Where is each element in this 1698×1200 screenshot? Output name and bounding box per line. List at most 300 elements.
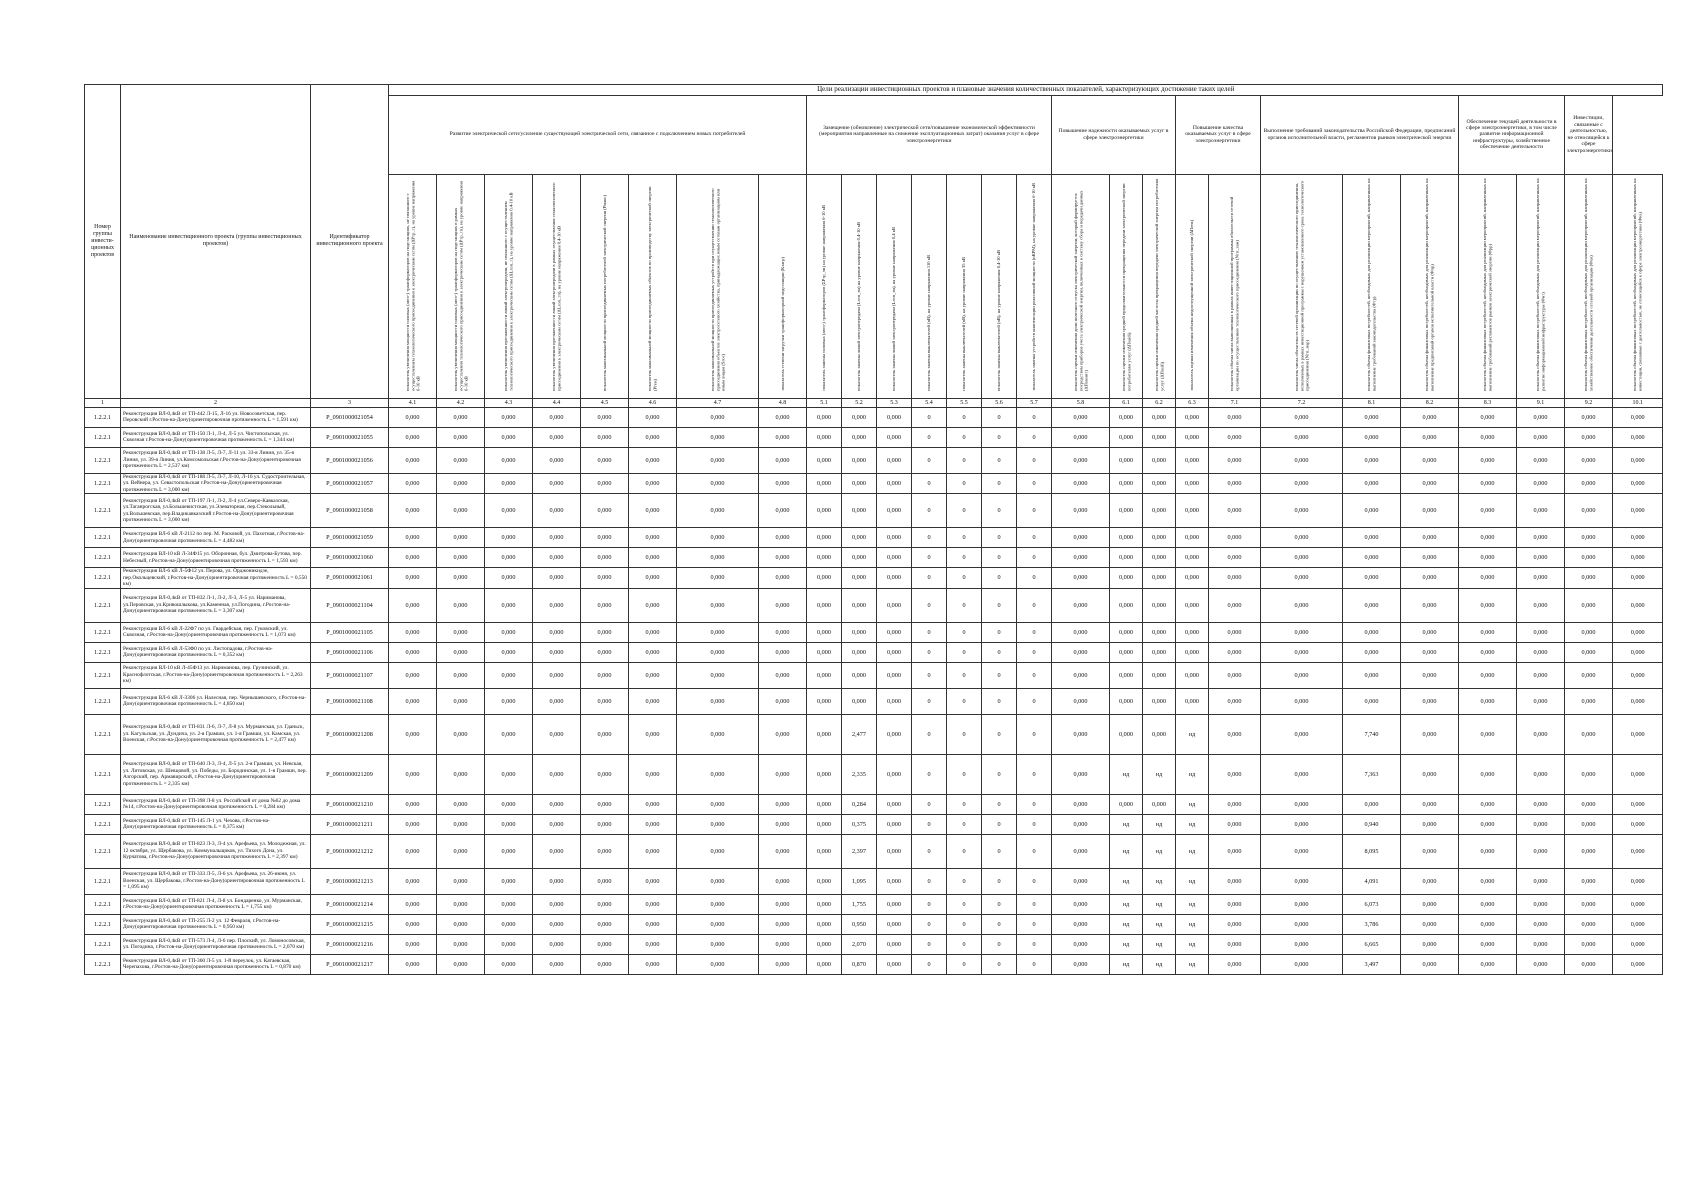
row-value-cell: 0 <box>982 568 1017 588</box>
row-project-id: P_0901000021060 <box>311 548 389 568</box>
row-value-cell: 0,000 <box>437 954 485 974</box>
row-project-name: Реконструкция ВЛ-6 кВ Л-5Ф12 ул. Перова, ул. Орджоникидзе, пер.Окольцевский, г.Ростов-на-Дону(ориентировочная протяженность L = 0,550 км) <box>121 568 311 588</box>
column-number: 5.5 <box>947 398 982 407</box>
row-value-cell: 0,000 <box>389 834 437 868</box>
row-value-cell: 0,000 <box>1401 868 1459 894</box>
row-value-cell: 0,000 <box>581 934 629 954</box>
row-project-id: P_0901000021208 <box>311 714 389 754</box>
row-value-cell: 0 <box>982 473 1017 493</box>
header-row-top <box>85 85 1663 96</box>
row-value-cell: 0,000 <box>1565 814 1613 834</box>
row-value-cell: 0 <box>912 588 947 622</box>
row-value-cell: 0,000 <box>437 528 485 548</box>
row-value-cell: 0,000 <box>389 447 437 473</box>
table-row <box>85 688 1663 714</box>
row-value-cell: 0,000 <box>807 688 842 714</box>
row-value-cell: 0,000 <box>1176 447 1209 473</box>
row-value-cell: 0,000 <box>807 834 842 868</box>
indicator-header <box>1459 174 1517 398</box>
row-value-cell: 0,000 <box>1565 622 1613 642</box>
row-value-cell: 0 <box>982 714 1017 754</box>
row-value-cell: 0,000 <box>1209 834 1261 868</box>
row-value-cell: 1,755 <box>842 894 877 914</box>
row-value-cell: 0,000 <box>1143 622 1176 642</box>
row-value-cell: 0,000 <box>1143 688 1176 714</box>
row-value-cell: 0,000 <box>629 473 677 493</box>
row-value-cell: 0,000 <box>759 447 807 473</box>
row-value-cell: 0,000 <box>1517 407 1565 427</box>
row-value-cell: 0,000 <box>1565 834 1613 868</box>
row-value-cell: 0,000 <box>581 447 629 473</box>
indicator-header <box>677 174 759 398</box>
row-project-id: P_0901000021058 <box>311 494 389 528</box>
row-value-cell: 0,000 <box>1517 754 1565 794</box>
row-group-number: 1.2.2.1 <box>85 894 121 914</box>
group-header-8: Выполнение требований законодательства Российской Федерации, предписаний органов исполнительной власти, регламентов рынков электрической энергии <box>1261 95 1459 174</box>
table-row <box>85 754 1663 794</box>
row-value-cell: 0,000 <box>1110 548 1143 568</box>
indicator-header <box>877 174 912 398</box>
row-value-cell: 0,000 <box>485 814 533 834</box>
column-number: 3 <box>311 398 389 407</box>
row-value-cell: 0 <box>912 914 947 934</box>
row-value-cell: 0,000 <box>877 834 912 868</box>
row-value-cell: 0,000 <box>533 914 581 934</box>
row-value-cell: 0 <box>982 548 1017 568</box>
row-value-cell: 0,000 <box>1209 447 1261 473</box>
row-value-cell: 0,000 <box>1401 662 1459 688</box>
row-value-cell: 0,000 <box>533 494 581 528</box>
row-value-cell: 0,000 <box>807 494 842 528</box>
indicator-header <box>1613 174 1663 398</box>
row-value-cell: 0,000 <box>759 834 807 868</box>
row-project-name: Реконструкция ВЛ-0,4кВ от ТП-255 Л-2 ул. 12 Февраля, г.Ростов-на-Дону(ориентировочная протяженность L = 0,950 км) <box>121 914 311 934</box>
row-value-cell: 0,000 <box>759 868 807 894</box>
row-value-cell: 0 <box>1017 407 1052 427</box>
row-value-cell: нд <box>1176 934 1209 954</box>
row-value-cell: 0,000 <box>759 688 807 714</box>
row-value-cell: 0,000 <box>1176 427 1209 447</box>
row-value-cell: 0,000 <box>1261 714 1343 754</box>
row-value-cell: 0,000 <box>485 588 533 622</box>
row-value-cell: 0,000 <box>581 868 629 894</box>
row-value-cell: 0,000 <box>1343 494 1401 528</box>
row-value-cell: 0,000 <box>842 528 877 548</box>
row-project-id: P_0901000021057 <box>311 473 389 493</box>
row-value-cell: 0,000 <box>581 834 629 868</box>
row-value-cell: 0,000 <box>581 914 629 934</box>
row-value-cell: 0,000 <box>629 447 677 473</box>
row-value-cell: 0,000 <box>1052 642 1110 662</box>
row-value-cell: 0,000 <box>1613 494 1663 528</box>
row-value-cell: 0,000 <box>1565 914 1613 934</box>
indicator-header-text: показатель замены выключателей (nВ), на уровне напряжения 0,4-10 кВ <box>996 249 1002 391</box>
row-value-cell: 0,000 <box>1517 548 1565 568</box>
row-project-name: Реконструкция ВЛ-0,4кВ от ТП-573 Л-4, Л-6 пер. Плоский, ул. Ломоносовская, ул. Погодина, г.Ростов-на-Дону(ориентировочная протяженность L = 2,070 км) <box>121 934 311 954</box>
row-value-cell: 0,000 <box>1459 954 1517 974</box>
row-value-cell: 0,000 <box>533 754 581 794</box>
row-value-cell: 0,000 <box>1209 894 1261 914</box>
row-value-cell: 0,000 <box>1209 588 1261 622</box>
row-value-cell: 0 <box>982 688 1017 714</box>
row-value-cell: 0 <box>912 447 947 473</box>
row-value-cell: 0,000 <box>533 954 581 974</box>
row-value-cell: 0,000 <box>1517 814 1565 834</box>
row-value-cell: 0,000 <box>1052 568 1110 588</box>
row-value-cell: 0,000 <box>1401 914 1459 934</box>
row-value-cell: 0,000 <box>1401 407 1459 427</box>
row-project-id: P_0901000021108 <box>311 688 389 714</box>
row-project-name: Реконструкция ВЛ-6 кВ Л-22Ф7 по ул. Гвардейская, пер. Гуковский, ул. Сквозная, г.Ростов-на-Дону(ориентировочная протяженность L = 1,073 км) <box>121 622 311 642</box>
row-value-cell: 0,000 <box>1261 914 1343 934</box>
group-header-5: Замещение (обновление) электрической сети/повышение экономической эффективности (мероприятия направленные на снижение эксплуатационных затрат) оказания услуг в сфере электроэнергетики <box>807 95 1052 174</box>
row-value-cell: 0,000 <box>533 588 581 622</box>
row-value-cell: 0,000 <box>581 642 629 662</box>
row-value-cell: 0,000 <box>581 894 629 914</box>
row-value-cell: 0,000 <box>1143 662 1176 688</box>
row-value-cell: 0,000 <box>581 473 629 493</box>
row-value-cell: 0,000 <box>1565 662 1613 688</box>
row-value-cell: 0,000 <box>1143 427 1176 447</box>
row-value-cell: 0,000 <box>1052 548 1110 568</box>
row-value-cell: 0,000 <box>1143 473 1176 493</box>
row-value-cell: нд <box>1176 894 1209 914</box>
row-value-cell: 0 <box>1017 754 1052 794</box>
row-value-cell: 0 <box>982 894 1017 914</box>
row-value-cell: 0,000 <box>1110 622 1143 642</box>
row-value-cell: 0,000 <box>1565 714 1613 754</box>
row-value-cell: 0,000 <box>1401 427 1459 447</box>
row-value-cell: 0,000 <box>533 528 581 548</box>
row-value-cell: 0,000 <box>533 662 581 688</box>
row-value-cell: 0,000 <box>1261 407 1343 427</box>
row-value-cell: 0,000 <box>677 588 759 622</box>
column-number: 2 <box>121 398 311 407</box>
table-row <box>85 494 1663 528</box>
row-group-number: 1.2.2.1 <box>85 688 121 714</box>
row-value-cell: 0 <box>912 934 947 954</box>
row-value-cell: 0,000 <box>1401 714 1459 754</box>
indicator-header-text: показатель увеличения мощности силовых (авто-) трансформаторов на подстанциях, не связанного с осуществлением технологического присоединения к электрическим сетям (ΔPтр_т), на уровне напряжения 6-10 кВ <box>404 180 421 391</box>
table-row <box>85 622 1663 642</box>
row-value-cell: 0,000 <box>533 548 581 568</box>
row-value-cell: 0,000 <box>1343 407 1401 427</box>
row-project-name: Реконструкция ВЛ-0,4кВ от ТП-640 Л-3, Л-4, Л-5 ул. 2-я Грамши, ул. Невская, ул. Литовская, ул. Шевцовой, ул. Победы, ул. Бородинская, ул. 1-я Грамши, пер. Азгорский, пер. Армавирский, г.Ростов-на-Дону(ориентировочная протяженность L = 2,335 км) <box>121 754 311 794</box>
row-value-cell: 0,000 <box>1209 473 1261 493</box>
row-value-cell: 0,000 <box>533 568 581 588</box>
row-value-cell: 0,000 <box>1613 688 1663 714</box>
column-number: 8.2 <box>1401 398 1459 407</box>
indicator-header <box>1143 174 1176 398</box>
table-row <box>85 407 1663 427</box>
row-value-cell: 0,000 <box>1110 528 1143 548</box>
row-value-cell: 0,000 <box>807 868 842 894</box>
table-row <box>85 834 1663 868</box>
row-value-cell: 0,000 <box>677 714 759 754</box>
row-value-cell: 0,000 <box>629 427 677 447</box>
row-project-name: Реконструкция ВЛ-10 кВ Л-34Ф15 ул. Оборонная, бул. Дмитрова-Бутова, пер. Небесный, г.Ростов-на-Дону(ориентировочная протяженность L = 1,593 км) <box>121 548 311 568</box>
row-value-cell: 0 <box>947 868 982 894</box>
row-value-cell: 0,000 <box>842 447 877 473</box>
row-value-cell: 0,000 <box>1459 528 1517 548</box>
table-row <box>85 868 1663 894</box>
row-value-cell: 0,000 <box>1052 814 1110 834</box>
table-row <box>85 794 1663 814</box>
row-value-cell: 0,000 <box>1613 568 1663 588</box>
row-value-cell: 0,000 <box>389 894 437 914</box>
header-project-name: Наименование инвестиционного проекта (группы инвестиционных проектов) <box>121 85 311 399</box>
row-value-cell: 0,000 <box>1517 934 1565 954</box>
row-value-cell: 0,000 <box>877 642 912 662</box>
header-goals-title: Цели реализации инвестиционных проектов и плановые значения количественных показателей, характеризующих достижение таких целей <box>389 85 1663 96</box>
row-group-number: 1.2.2.1 <box>85 714 121 754</box>
indicator-header-text: показатель объема финансовых потребностей, необходимых для реализации мероприятий, направленных на инвестиции, связанные с деятельностью, не относящейся к сфере электроэнергетики (Фнэ) <box>1632 178 1643 391</box>
row-value-cell: 0,000 <box>842 407 877 427</box>
row-value-cell: 0,000 <box>759 954 807 974</box>
column-number: 5.6 <box>982 398 1017 407</box>
indicator-header <box>947 174 982 398</box>
row-value-cell: нд <box>1110 894 1143 914</box>
indicator-header-text: показатель оценки изменения средней частоты прекращения передачи электрической энергии потребителям услуг (ΔПsaifi) <box>1153 178 1164 391</box>
row-value-cell: 0,000 <box>677 954 759 974</box>
row-value-cell: 0,000 <box>759 662 807 688</box>
row-value-cell: 0,000 <box>677 834 759 868</box>
row-value-cell: 0,000 <box>629 834 677 868</box>
row-value-cell: 0,000 <box>437 814 485 834</box>
row-value-cell: 0,000 <box>1110 688 1143 714</box>
row-value-cell: 0,000 <box>485 914 533 934</box>
row-value-cell: 0 <box>947 528 982 548</box>
row-value-cell: 0,000 <box>1613 794 1663 814</box>
row-project-id: P_0901000021061 <box>311 568 389 588</box>
row-value-cell: 0,000 <box>629 814 677 834</box>
row-value-cell: 0,000 <box>1343 568 1401 588</box>
row-value-cell: 0 <box>912 754 947 794</box>
column-number: 4.7 <box>677 398 759 407</box>
column-number: 6.3 <box>1176 398 1209 407</box>
row-project-id: P_0901000021211 <box>311 814 389 834</box>
table-row <box>85 548 1663 568</box>
row-value-cell: 0,000 <box>1565 548 1613 568</box>
row-value-cell: 0,000 <box>677 794 759 814</box>
row-value-cell: 0,000 <box>389 473 437 493</box>
row-value-cell: 0,000 <box>1565 794 1613 814</box>
row-value-cell: 0,000 <box>1343 588 1401 622</box>
row-value-cell: 0 <box>912 834 947 868</box>
row-value-cell: 0,000 <box>1110 407 1143 427</box>
row-value-cell: 0,000 <box>437 427 485 447</box>
row-value-cell: 0,000 <box>1052 688 1110 714</box>
row-value-cell: 2,477 <box>842 714 877 754</box>
row-value-cell: 0,000 <box>1613 407 1663 427</box>
indicator-header <box>1176 174 1209 398</box>
row-value-cell: 0,000 <box>1261 447 1343 473</box>
row-group-number: 1.2.2.1 <box>85 834 121 868</box>
table-row <box>85 714 1663 754</box>
row-value-cell: 0,000 <box>1613 473 1663 493</box>
row-value-cell: 0 <box>982 588 1017 622</box>
row-group-number: 1.2.2.1 <box>85 814 121 834</box>
row-value-cell: 0,000 <box>485 934 533 954</box>
row-value-cell: 0,000 <box>485 894 533 914</box>
row-value-cell: нд <box>1176 914 1209 934</box>
row-value-cell: 0,000 <box>437 407 485 427</box>
row-value-cell: 0,000 <box>877 868 912 894</box>
row-value-cell: 0,000 <box>1143 407 1176 427</box>
indicator-header-text: показатель объема финансовых потребностей, необходимых для реализации мероприятий, направленных на хозяйственное обеспечение деятельности сетевой организации (Фхо) <box>1583 178 1594 391</box>
row-value-cell: 0,000 <box>1261 794 1343 814</box>
row-value-cell: 0,000 <box>1459 622 1517 642</box>
row-value-cell: 0 <box>947 447 982 473</box>
row-value-cell: 0,000 <box>1176 407 1209 427</box>
row-value-cell: 0,000 <box>485 548 533 568</box>
row-value-cell: 0,000 <box>437 868 485 894</box>
column-number: 4.5 <box>581 398 629 407</box>
row-value-cell: 0 <box>982 528 1017 548</box>
group-header-4: Развитие электрической сети/усиление существующей электрической сети, связанное с подключением новых потребителей <box>389 95 807 174</box>
row-value-cell: 0,000 <box>807 427 842 447</box>
row-value-cell: 0,000 <box>437 473 485 493</box>
row-value-cell: 0,000 <box>1459 688 1517 714</box>
row-value-cell: 0,000 <box>1176 528 1209 548</box>
column-number: 7.1 <box>1209 398 1261 407</box>
row-value-cell: 0,000 <box>389 914 437 934</box>
row-value-cell: 0,000 <box>437 894 485 914</box>
row-value-cell: 0,000 <box>807 662 842 688</box>
row-value-cell: 0 <box>982 914 1017 934</box>
row-value-cell: 0 <box>947 494 982 528</box>
indicator-header <box>1517 174 1565 398</box>
row-value-cell: 0,000 <box>877 954 912 974</box>
row-value-cell: 0 <box>947 814 982 834</box>
row-value-cell: 0,000 <box>877 447 912 473</box>
row-value-cell: 0,000 <box>1261 548 1343 568</box>
column-number: 9.1 <box>1517 398 1565 407</box>
table-row <box>85 934 1663 954</box>
row-value-cell: 0,000 <box>1143 494 1176 528</box>
row-value-cell: 0,000 <box>629 934 677 954</box>
row-value-cell: нд <box>1143 954 1176 974</box>
row-value-cell: 2,397 <box>842 834 877 868</box>
row-value-cell: 0,000 <box>629 494 677 528</box>
table-row <box>85 473 1663 493</box>
row-value-cell: 0,000 <box>629 714 677 754</box>
row-value-cell: 0,000 <box>877 934 912 954</box>
row-value-cell: 0 <box>1017 473 1052 493</box>
row-value-cell: 0,000 <box>485 754 533 794</box>
indicator-header <box>1261 174 1343 398</box>
row-project-name: Реконструкция ВЛ-0,4кВ от ТП-823 Л-3, Л-4 ул. Арефьева, ул. Молодежная, ул. 12 октября, ул. Щербакова, ул. Коммунальщиков, ул. Тихого Дона, ул. Курчатова, г.Ростов-на-Дону(ориентировочная протяженность L = 2,397 км) <box>121 834 311 868</box>
row-value-cell: 0,000 <box>533 714 581 754</box>
indicator-header-text: показатель замены выключателей (nВ), на уровне напряжения 110 кВ <box>926 254 932 391</box>
row-value-cell: 0,000 <box>677 868 759 894</box>
row-value-cell: 0,000 <box>1459 662 1517 688</box>
row-value-cell: 0 <box>947 934 982 954</box>
row-value-cell: 0,000 <box>389 642 437 662</box>
row-value-cell: 0,000 <box>1459 794 1517 814</box>
indicator-header-text: показатель степени загрузки трансформаторной подстанции (Kзагр) <box>779 257 785 391</box>
row-value-cell: 0,000 <box>437 662 485 688</box>
row-project-id: P_0901000021209 <box>311 754 389 794</box>
row-project-id: P_0901000021104 <box>311 588 389 622</box>
indicator-header-text: показатель объема финансовых потребностей, необходимых для реализации мероприятий, направленных на выполнение предписаний органов исполнительной власти (Фпр) <box>1424 178 1435 391</box>
column-number: 4.6 <box>629 398 677 407</box>
row-project-id: P_0901000021107 <box>311 662 389 688</box>
row-value-cell: 0 <box>912 548 947 568</box>
row-value-cell: 0,000 <box>1565 473 1613 493</box>
row-value-cell: 0,000 <box>759 494 807 528</box>
row-value-cell: 0,000 <box>1261 934 1343 954</box>
row-value-cell: 0,000 <box>807 714 842 754</box>
group-header-9: Обеспечение текущей деятельности в сфере электроэнергетики, в том числе развитие информационной инфраструктуры, хозяйственное обеспечение деятельности <box>1459 95 1565 174</box>
row-value-cell: 0,000 <box>759 407 807 427</box>
row-value-cell: 0,000 <box>1343 794 1401 814</box>
row-value-cell: 0,000 <box>1261 834 1343 868</box>
row-value-cell: 0 <box>1017 714 1052 754</box>
row-value-cell: 0,000 <box>1143 568 1176 588</box>
row-value-cell: 0,000 <box>437 914 485 934</box>
column-number: 4.1 <box>389 398 437 407</box>
row-value-cell: 0,000 <box>759 894 807 914</box>
row-value-cell: 0,000 <box>1459 568 1517 588</box>
row-value-cell: 0 <box>947 427 982 447</box>
row-group-number: 1.2.2.1 <box>85 548 121 568</box>
row-value-cell: 0,000 <box>437 494 485 528</box>
row-value-cell: 0 <box>947 642 982 662</box>
row-value-cell: 0,000 <box>1343 447 1401 473</box>
header-project-group-number: Номер группы инвести-ционных проектов <box>85 85 121 399</box>
row-value-cell: 0,000 <box>1613 814 1663 834</box>
row-value-cell: 0,000 <box>1209 794 1261 814</box>
row-value-cell: 0,000 <box>1052 662 1110 688</box>
row-value-cell: 0,000 <box>1110 714 1143 754</box>
row-value-cell: 0,000 <box>877 754 912 794</box>
row-group-number: 1.2.2.1 <box>85 754 121 794</box>
row-value-cell: 0,000 <box>842 548 877 568</box>
row-value-cell: 0,000 <box>1261 622 1343 642</box>
row-value-cell: нд <box>1176 754 1209 794</box>
row-value-cell: 0,950 <box>842 914 877 934</box>
row-value-cell: 0,000 <box>1052 954 1110 974</box>
row-value-cell: 0 <box>1017 447 1052 473</box>
row-value-cell: 0,000 <box>1343 688 1401 714</box>
row-value-cell: 0 <box>1017 588 1052 622</box>
row-project-id: P_0901000021055 <box>311 427 389 447</box>
row-value-cell: 0,000 <box>1459 868 1517 894</box>
row-value-cell: 0,000 <box>1209 407 1261 427</box>
row-value-cell: 0,000 <box>842 494 877 528</box>
row-value-cell: 0 <box>912 528 947 548</box>
row-value-cell: 0,000 <box>807 954 842 974</box>
row-value-cell: нд <box>1176 834 1209 868</box>
row-group-number: 1.2.2.1 <box>85 568 121 588</box>
row-value-cell: 0,000 <box>1401 447 1459 473</box>
row-project-name: Реконструкция ВЛ-6 кВ Л-3306 ул. Налесная, пер. Чернышевского, г.Ростов-на-Дону(ориентировочная протяженность L = 4,850 км) <box>121 688 311 714</box>
row-value-cell: 0,000 <box>1565 588 1613 622</box>
row-value-cell: 0,000 <box>1110 794 1143 814</box>
row-value-cell: 0,000 <box>1052 834 1110 868</box>
row-value-cell: 0,000 <box>759 622 807 642</box>
row-value-cell: 0,000 <box>533 794 581 814</box>
table-row <box>85 894 1663 914</box>
row-value-cell: нд <box>1143 914 1176 934</box>
row-group-number: 1.2.2.1 <box>85 954 121 974</box>
row-value-cell: 0,000 <box>842 427 877 447</box>
row-value-cell: 0,000 <box>1401 754 1459 794</box>
row-value-cell: 0 <box>912 814 947 834</box>
row-value-cell: 0,000 <box>877 714 912 754</box>
row-group-number: 1.2.2.1 <box>85 934 121 954</box>
